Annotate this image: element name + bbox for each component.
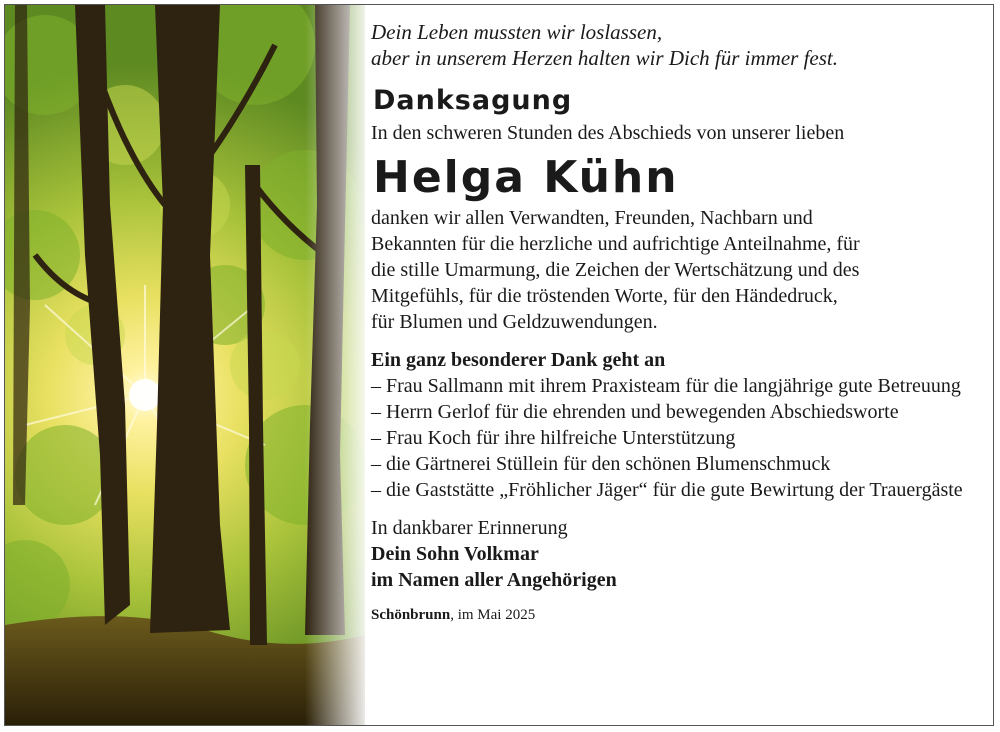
body-line: Bekannten für die herzliche und aufrichtige Anteilnahme, für [371, 233, 860, 255]
deceased-name: Helga Kühn [373, 152, 679, 203]
forest-sunlight-image [5, 5, 365, 725]
place-town: Schönbrunn [371, 607, 451, 623]
heading: Danksagung [373, 85, 573, 116]
motto-line-2: aber in unserem Herzen halten wir Dich für immer fest. [371, 46, 839, 70]
list-item: – die Gärtnerei Stüllein für den schönen Blumenschmuck [371, 451, 981, 477]
intro-text: In den schweren Stunden des Abschieds von unserer lieben [371, 122, 845, 144]
body-line: Mitgefühls, für die tröstenden Worte, für den Händedruck, [371, 285, 838, 307]
list-item: – Herrn Gerlof für die ehrenden und bewegenden Abschiedsworte [371, 399, 981, 425]
body-line: für Blumen und Geldzuwendungen. [371, 311, 658, 333]
obituary-card [4, 4, 994, 726]
motto-line-1: Dein Leben mussten wir loslassen, [371, 20, 663, 44]
motto [371, 19, 981, 71]
list-item: – die Gaststätte „Fröhlicher Jäger“ für die gute Bewirtung der Trauergäste [371, 477, 981, 503]
place-and-date [371, 605, 981, 625]
signature-line-2: im Namen aller Angehörigen [371, 569, 617, 591]
signature-line-1: Dein Sohn Volkmar [371, 543, 539, 565]
closing-text: In dankbarer Erinnerung [371, 517, 568, 539]
body-line: danken wir allen Verwandten, Freunden, Nachbarn und [371, 207, 813, 229]
thank-you-body [371, 205, 981, 335]
place-date: , im Mai 2025 [450, 607, 536, 623]
list-item: – Frau Sallmann mit ihrem Praxisteam für die langjährige gute Betreuung [371, 373, 981, 399]
special-thanks-list [371, 373, 981, 503]
obituary-text [371, 19, 981, 625]
body-line: die stille Umarmung, die Zeichen der Wertschätzung und des [371, 259, 860, 281]
special-thanks-heading: Ein ganz besonderer Dank geht an [371, 349, 666, 371]
list-item: – Frau Koch für ihre hilfreiche Unterstützung [371, 425, 981, 451]
